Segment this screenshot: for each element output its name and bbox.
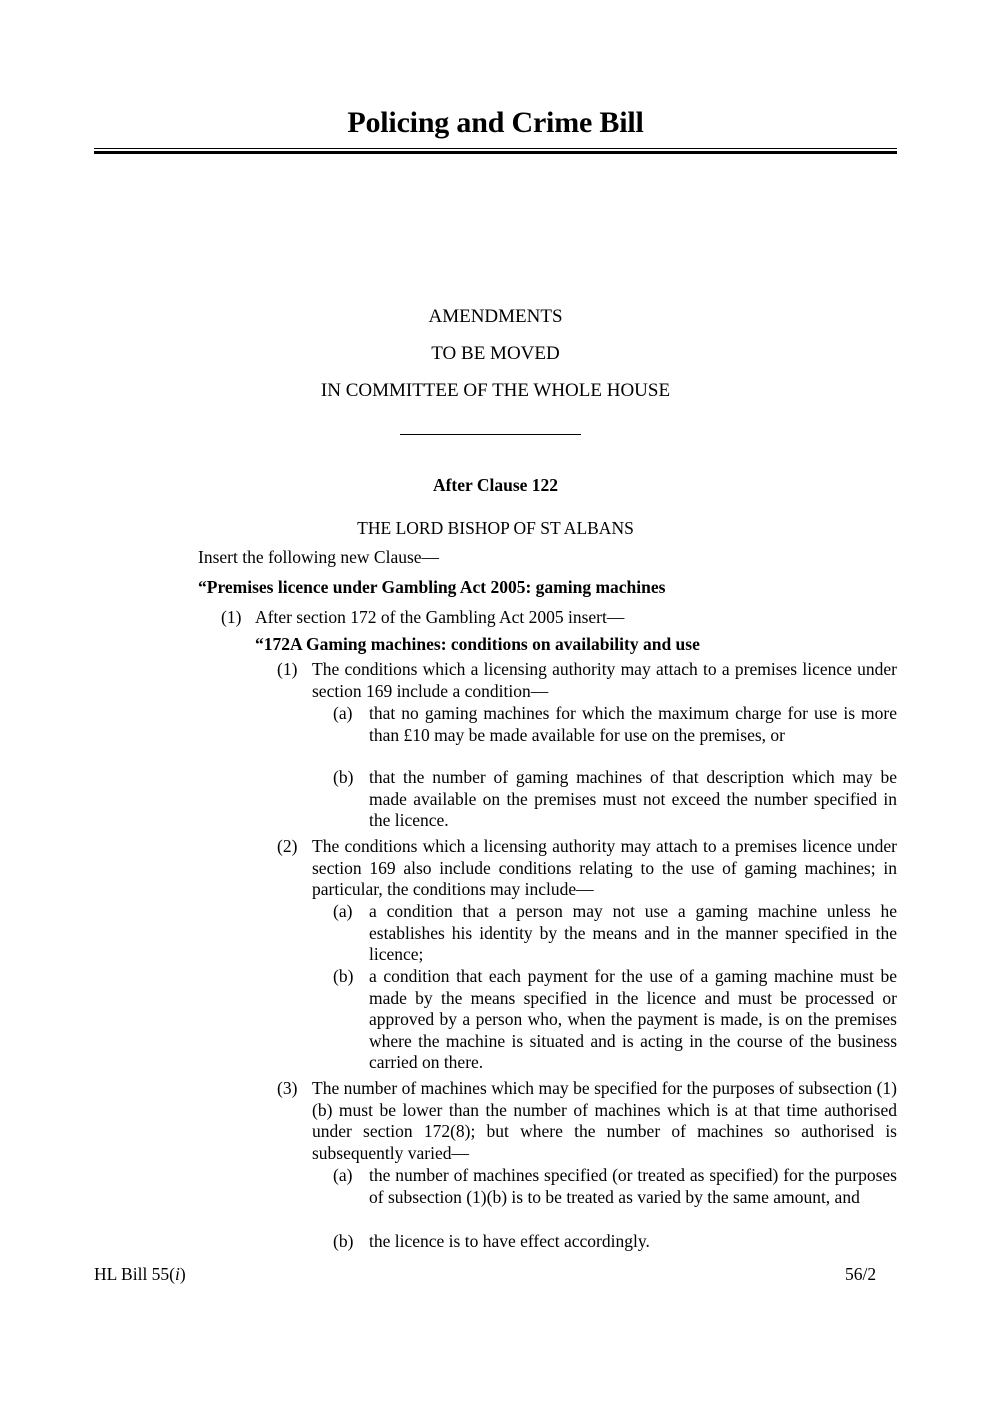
section-divider (400, 434, 581, 435)
section-2a-text: a condition that a person may not use a gaming machine unless he establishes his identity by the means and in the manner specified in the licence; (369, 901, 897, 965)
intro-line-to-be-moved: TO BE MOVED (431, 343, 560, 364)
section-1a-number: (a) (333, 703, 353, 723)
section-1b-text: that the number of gaming machines of that description which may be made available on the premises must not exceed the number specified in the licence. (369, 767, 897, 831)
title-rule-thick (94, 151, 897, 154)
section-3b-number: (b) (333, 1231, 354, 1251)
subsection-text: After section 172 of the Gambling Act 2005 insert— (255, 607, 625, 627)
title-rule-thin (94, 148, 897, 149)
section-2a-number: (a) (333, 901, 353, 921)
amendment-instruction: Insert the following new Clause— (198, 547, 440, 567)
section-2b-text: a condition that each payment for the use of a gaming machine must be made by the means specified in the licence and must be processed or approved by a person who, when the payment is made, is on the premises where the machine is situated and is acting in the course of the business carried on there. (369, 966, 897, 1073)
amendment-mover: THE LORD BISHOP OF ST ALBANS (357, 518, 634, 538)
section-1-text: The conditions which a licensing authority may attach to a premises licence under section 169 include a condition— (312, 659, 897, 701)
section-2b-number: (b) (333, 966, 354, 986)
amendment-position: After Clause 122 (432, 475, 559, 495)
section-1b-number: (b) (333, 767, 354, 787)
section-3-text: The number of machines which may be specified for the purposes of subsection (1)(b) must be lower than the number of machines which is at that time authorised under section 172(8); but where the number of machines so authorised is subsequently varied— (312, 1078, 897, 1163)
section-3a-text: the number of machines specified (or treated as specified) for the purposes of subsection (1)(b) is to be treated as varied by the same amount, and (369, 1165, 897, 1207)
document-title: Policing and Crime Bill (347, 106, 644, 139)
intro-line-amendments: AMENDMENTS (428, 306, 563, 327)
new-clause-heading: “Premises licence under Gambling Act 2005: gaming machines (198, 577, 666, 597)
section-2-number: (2) (277, 836, 298, 856)
intro-line-committee: IN COMMITTEE OF THE WHOLE HOUSE (320, 380, 671, 401)
inserted-section-heading: “172A Gaming machines: conditions on availability and use (255, 634, 700, 654)
section-3-number: (3) (277, 1078, 298, 1098)
bill-reference-italic: i (175, 1264, 180, 1284)
page-reference: 56/2 (845, 1264, 877, 1284)
bill-reference (94, 1264, 186, 1285)
bill-reference-prefix: HL Bill 55( (94, 1264, 176, 1284)
section-1-number: (1) (277, 659, 298, 679)
section-3a-number: (a) (333, 1165, 353, 1185)
bill-reference-suffix: ) (179, 1264, 186, 1284)
section-2-text: The conditions which a licensing authority may attach to a premises licence under section 169 also include conditions relating to the use of gaming machines; in particular, the conditions may include— (312, 836, 897, 900)
section-1a-text: that no gaming machines for which the maximum charge for use is more than £10 may be made available for use on the premises, or (369, 703, 897, 745)
subsection-number: (1) (221, 607, 242, 627)
section-3b-text: the licence is to have effect accordingly. (369, 1231, 650, 1251)
